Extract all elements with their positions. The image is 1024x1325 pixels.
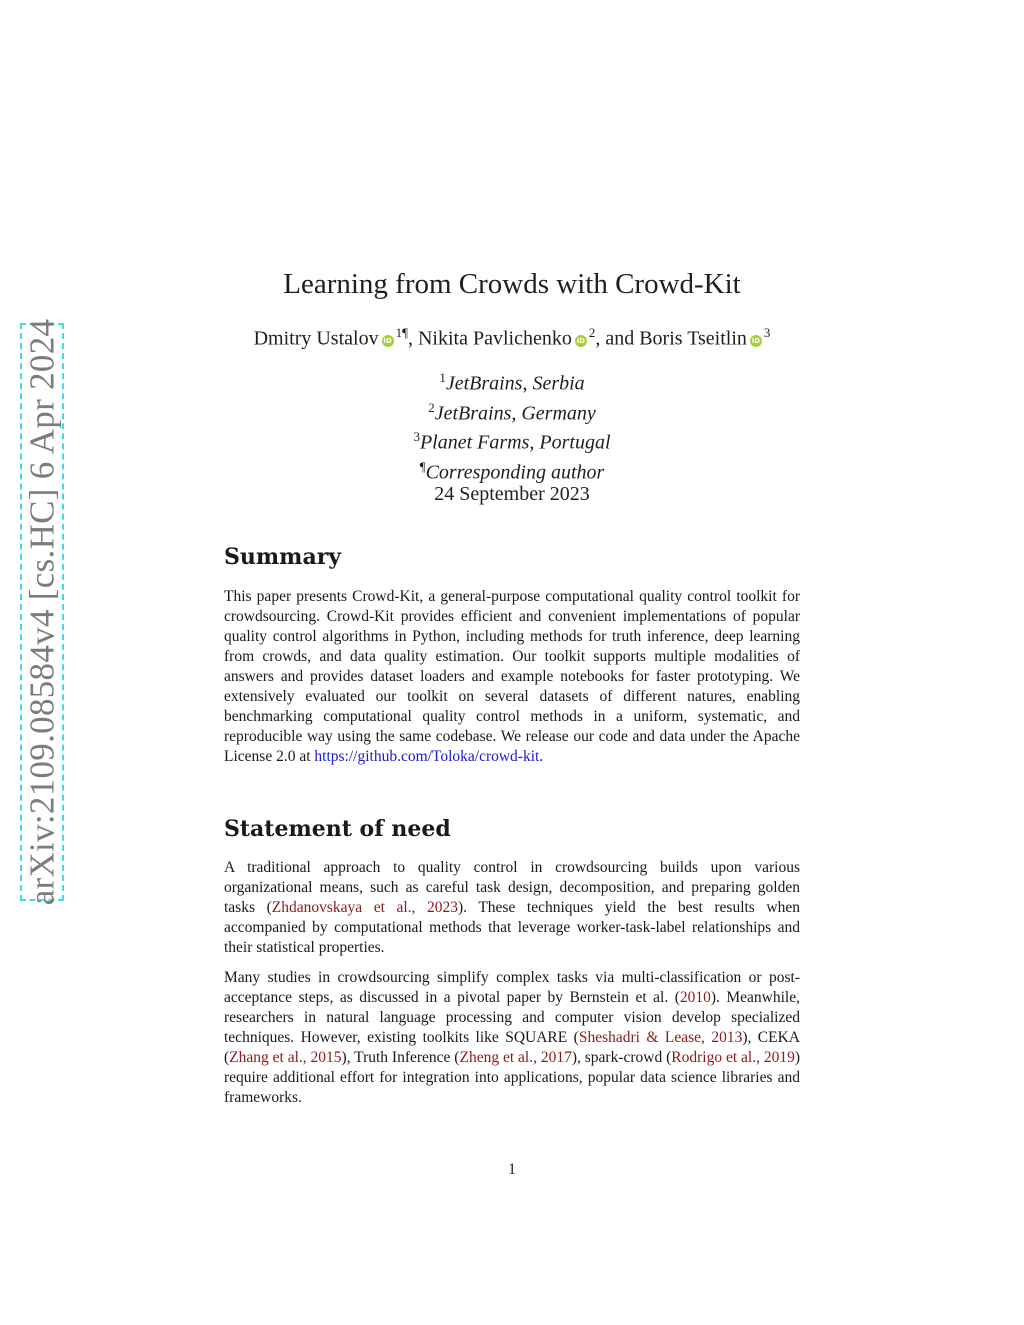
author-separator: , [407, 327, 418, 350]
orcid-icon[interactable]: iD [751, 336, 761, 345]
affiliation-line [0, 396, 1024, 426]
author-affiliation-mark: 1¶ [395, 325, 408, 340]
need-text: ), CEKA ( [224, 1029, 800, 1066]
citation-link[interactable]: Sheshadri & Lease, 2013 [578, 1029, 743, 1046]
author-separator: , and [595, 327, 640, 350]
summary-paragraph [224, 587, 800, 767]
need-text: ), Truth Inference ( [341, 1049, 460, 1066]
affiliation-list [0, 366, 1024, 485]
statement-of-need-heading: Statement of need [224, 816, 451, 842]
affiliation-mark: 1 [439, 370, 446, 385]
affiliation-mark: 3 [413, 429, 420, 445]
affiliation-mark: ¶ [419, 458, 426, 474]
need-paragraph-2 [224, 968, 800, 1108]
need-paragraph-1 [224, 858, 800, 958]
need-text: ) require additional effort for integration into applications, popular data science libraries and frameworks. [224, 1049, 800, 1106]
affiliation-line [0, 455, 1024, 485]
need-text: ). These techniques yield the best results when accompanied by computational methods that leverage worker-task-label relationships and their statistical properties. [224, 899, 800, 956]
need-text: ), spark-crowd ( [571, 1049, 672, 1066]
author-name: Nikita Pavlichenko [417, 327, 572, 350]
citation-link[interactable]: Zhang et al., 2015 [229, 1049, 342, 1066]
author-affiliation-mark: 2 [588, 325, 596, 340]
author-list [0, 325, 1024, 351]
citation-link[interactable]: Zhdanovskaya et al., 2023 [271, 899, 458, 916]
paper-title: Learning from Crowds with Crowd-Kit [283, 268, 741, 300]
citation-link[interactable]: Rodrigo et al., 2019 [671, 1049, 795, 1066]
citation-link[interactable]: Zheng et al., 2017 [459, 1049, 572, 1066]
publication-date: 24 September 2023 [434, 483, 590, 505]
citation-link[interactable]: 2010 [679, 989, 711, 1006]
affiliation-mark: 2 [428, 399, 435, 415]
author-name: Boris Tseitlin [639, 327, 747, 350]
affiliation-line [0, 366, 1024, 396]
arxiv-identifier-text: arXiv:2109.08584v4 [cs.HC] 6 Apr 2024 [22, 318, 62, 906]
author-name: Dmitry Ustalov [253, 327, 379, 350]
affiliation-text: JetBrains, Germany [434, 402, 596, 425]
need-text: ). Meanwhile, researchers in natural language processing and computer vision develop specialized techniques. However, existing toolkits like SQUARE ( [224, 989, 800, 1046]
orcid-icon[interactable]: iD [576, 336, 585, 345]
orcid-icon[interactable]: iD [383, 336, 392, 345]
summary-end: . [539, 748, 544, 765]
affiliation-line [0, 425, 1024, 455]
need-text: A traditional approach to quality control in crowdsourcing builds upon various organizational means, such as careful task design, decomposition, and preparing golden tasks ( [224, 859, 800, 916]
page-number: 1 [508, 1161, 516, 1178]
affiliation-text: JetBrains, Serbia [445, 372, 585, 395]
affiliation-text: Planet Farms, Portugal [419, 431, 611, 454]
summary-heading: Summary [224, 544, 342, 570]
summary-text: This paper presents Crowd-Kit, a general-purpose computational quality control toolkit for crowdsourcing. Crowd-Kit provides efficient and convenient implementations of popular quality control algorithms in Python, including methods for truth inference, deep learning from crowds, and data quality estimation. Our toolkit supports multiple modalities of answers and provides dataset loaders and example notebooks for faster prototyping. We extensively evaluated our toolkit on several datasets of different natures, enabling benchmarking computational quality control methods in a uniform, systematic, and reproducible way using the same codebase. We release our code and data under the Apache License 2.0 at [224, 588, 800, 765]
affiliation-text: Corresponding author [425, 461, 605, 484]
author-affiliation-mark: 3 [763, 325, 771, 340]
need-text: Many studies in crowdsourcing simplify complex tasks via multi-classification or post-acceptance steps, as discussed in a pivotal paper by Bernstein et al. ( [224, 969, 800, 1006]
repository-link[interactable]: https://github.com/Toloka/crowd-kit [314, 748, 540, 765]
